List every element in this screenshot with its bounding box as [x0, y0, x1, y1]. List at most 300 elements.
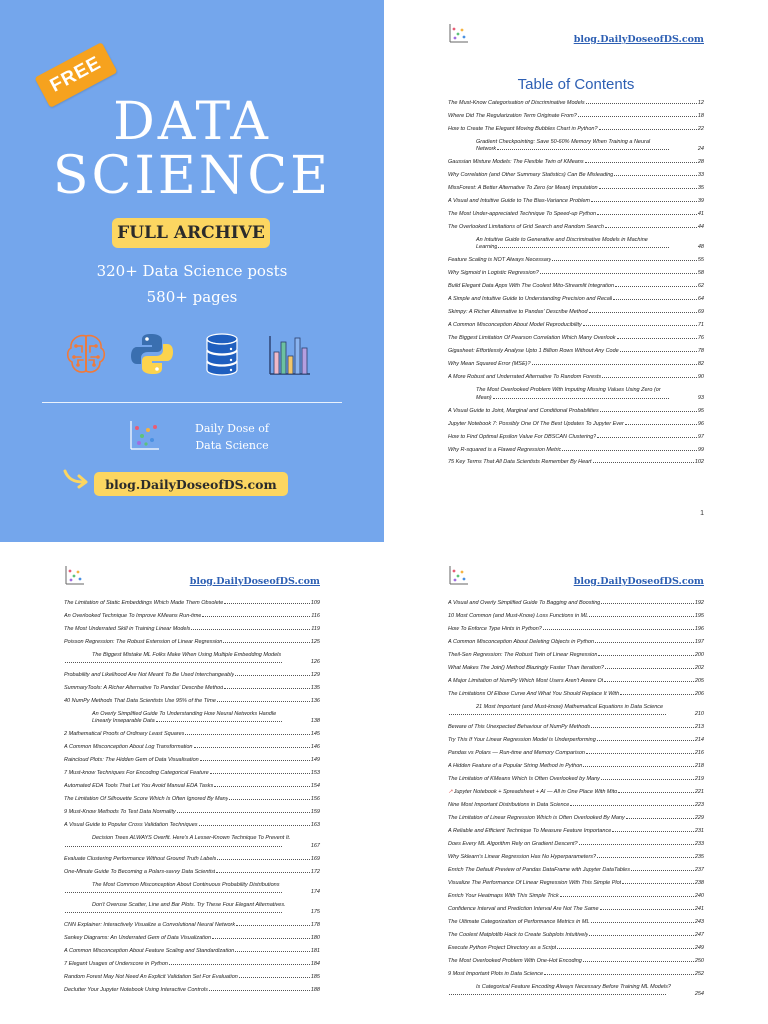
toc-leader-dots [540, 270, 697, 274]
toc-entry-title: A Visual and Intuitive Guide to The Bias-Variance Problem [448, 198, 590, 205]
toc-entry-row [448, 678, 704, 685]
toc-leader-dots [194, 744, 310, 748]
toc-entry-link[interactable] [64, 783, 320, 790]
toc-entry-title: Feature Scaling is NOT Always Necessary [448, 257, 552, 264]
toc-entry-link[interactable] [448, 374, 704, 381]
toc-entry-page: 136 [310, 698, 320, 705]
toc-entry-link[interactable] [448, 296, 704, 303]
toc-entry-link[interactable] [64, 948, 320, 955]
toc-entry-page: 174 [310, 888, 320, 895]
toc-entry-page: 181 [310, 948, 320, 955]
toc-entry-row [448, 652, 704, 659]
toc-entry-link[interactable] [64, 711, 320, 726]
toc-leader-dots [493, 395, 669, 399]
toc-entry-link[interactable] [448, 172, 704, 179]
toc-entry-link[interactable] [64, 672, 320, 679]
toc-entry-title: Build Elegant Data Apps With The Coolest Mito-Streamlit Integration [448, 283, 615, 290]
toc-leader-dots [177, 809, 310, 813]
toc-entry-page: 240 [694, 892, 704, 899]
toc-entry-link[interactable] [448, 704, 704, 719]
toc-entry-link[interactable] [448, 665, 704, 672]
toc-leader-dots [583, 958, 694, 962]
toc-entry-link[interactable] [64, 987, 320, 994]
toc-entry-page: 28 [697, 159, 704, 166]
toc-entry-row [448, 613, 704, 620]
toc-entry-link[interactable] [448, 776, 704, 783]
toc-entry-row [448, 126, 704, 133]
toc-entry-row [448, 776, 704, 783]
toc-entry-link[interactable] [448, 447, 704, 454]
toc-entry-page: 210 [694, 711, 704, 718]
toc-entry-row [64, 869, 320, 876]
toc-entry-link[interactable] [64, 882, 320, 897]
toc-leader-dots [216, 869, 309, 873]
toc-entry-row [448, 893, 704, 900]
toc-entry-page: 149 [310, 757, 320, 764]
toc-entry-link[interactable] [64, 902, 320, 917]
toc-entry-link[interactable] [448, 361, 704, 368]
toc-leader-dots [591, 198, 697, 202]
toc-entry-page: 135 [310, 685, 320, 692]
toc-entry-link[interactable] [448, 237, 704, 252]
toc-entry-row [448, 763, 704, 770]
toc-leader-dots [604, 678, 694, 682]
toc-entry-page: 156 [310, 796, 320, 803]
toc-entry-link[interactable] [448, 613, 704, 620]
toc-entry-link[interactable] [448, 185, 704, 192]
toc-entry-link[interactable] [448, 737, 704, 744]
toc-leader-dots [570, 802, 693, 806]
toc-entry-continuation: Learning [476, 244, 498, 251]
toc-leader-dots [600, 906, 694, 910]
toc-entry-title: A Simple and Intuitive Guide to Understanding Precision and Recall [448, 296, 613, 303]
toc-entry-title: SummaryTools: A Richer Alternative To Pandas' Describe Method [64, 685, 224, 692]
toc-entry-row [64, 639, 320, 646]
toc-entry-page: 243 [694, 918, 704, 925]
toc-entry-title: The Most Overlooked Problem With One-Hot Encoding [448, 957, 582, 964]
toc-entry-link[interactable] [64, 770, 320, 777]
toc-entry-continuation: Mean) [476, 394, 492, 401]
toc-leader-dots [597, 854, 694, 858]
toc-entry-page: 184 [310, 961, 320, 968]
toc-entry-link[interactable] [448, 906, 704, 913]
toc-leader-dots [593, 459, 694, 463]
toc-entry-row [64, 672, 320, 679]
toc-entry-page: 218 [694, 763, 704, 770]
toc-entry-page: 167 [310, 842, 320, 849]
brand-name [172, 420, 292, 454]
toc-entry-link[interactable] [64, 922, 320, 929]
toc-entry-link[interactable] [448, 348, 704, 355]
toc-entry-link[interactable] [448, 387, 704, 402]
toc-entry-page: 33 [697, 172, 704, 179]
toc-entry-page: 76 [697, 335, 704, 342]
toc-entry-title: Beware of This Unexpected Behaviour of NumPy Methods [448, 724, 591, 731]
toc-entry-link[interactable] [448, 335, 704, 342]
toc-entry-row [448, 841, 704, 848]
toc-entry-link[interactable] [448, 309, 704, 316]
toc-leader-dots [599, 126, 697, 130]
toc-entry-title: What Makes The Join() Method Blazingly Faster Than Iteration? [448, 664, 604, 671]
toc-entry-page: 252 [694, 970, 704, 977]
toc-leader-dots [185, 731, 309, 735]
toc-entry-link[interactable] [448, 459, 704, 466]
toc-entry-title: Don't Overuse Scatter, Line and Bar Plots. Try These Four Elegant Alternatives. [92, 901, 286, 908]
toc-entry-row [448, 270, 704, 277]
toc-entry-title: Visualize The Performance Of Linear Regression With This Simple Plot [448, 879, 622, 886]
toc-entry-link[interactable] [448, 958, 704, 965]
toc-entry-title: The Coolest Matplotlib Hack to Create Subplots Intuitively [448, 931, 589, 938]
toc-entry-link[interactable] [448, 815, 704, 822]
toc-entry-page: 12 [697, 100, 704, 106]
toc-leader-dots [202, 613, 310, 617]
toc-leader-dots [191, 626, 310, 630]
toc-entry-row [448, 626, 704, 633]
toc-entry-title: Jupyter Notebook 7: Possibly One Of The Best Updates To Jupyter Ever [448, 420, 624, 427]
toc-entry-page: 231 [694, 828, 704, 835]
toc-entry-link[interactable] [448, 802, 704, 809]
toc-entry-row [64, 974, 320, 981]
toc-entry-title: A Visual Guide to Joint, Marginal and Conditional Probabilities [448, 407, 599, 414]
toc-entry-page: 214 [694, 737, 704, 744]
toc-entry-title: CNN Explainer: Interactively Visualize a Convolutional Neural Network [64, 922, 236, 929]
cover-page [0, 0, 384, 542]
toc-entry-row [64, 757, 320, 764]
toc-entry-link[interactable] [448, 867, 704, 874]
toc-entry-row [448, 296, 704, 303]
toc-leader-dots [224, 685, 310, 689]
toc-leader-dots [217, 698, 310, 702]
toc-entry-link[interactable] [448, 691, 704, 698]
toc-entry-link[interactable] [448, 322, 704, 329]
toc-entry-link[interactable] [448, 750, 704, 757]
toc-entry-row [448, 932, 704, 939]
toc-entry-link[interactable] [64, 685, 320, 692]
toc-entry-link[interactable] [448, 724, 704, 731]
toc-leader-dots [597, 211, 697, 215]
toc-entry-row [448, 750, 704, 757]
toc-leader-dots [626, 815, 694, 819]
toc-entry-row [64, 856, 320, 863]
toc-entry-page: 116 [311, 612, 320, 619]
toc-entry-link[interactable] [448, 841, 704, 848]
toc-entry-row [448, 737, 704, 744]
toc-leader-dots [562, 447, 696, 451]
toc-entry-link[interactable] [448, 626, 704, 633]
toc-entry-link[interactable] [448, 600, 704, 607]
toc-entry-row [64, 948, 320, 955]
toc-entry-page: 154 [310, 783, 320, 790]
toc-entry-title: Evaluate Clustering Performance Without Ground Truth Labels [64, 855, 217, 862]
brain-circuit-icon [62, 330, 110, 378]
toc-entry-page: 237 [694, 866, 704, 873]
toc-entry-title: A Common Misconception About Model Reproducibility [448, 322, 582, 329]
toc-entry-title: Sankey Diagrams: An Underrated Gem of Data Visualization [64, 935, 212, 942]
toc-leader-dots [583, 763, 693, 767]
header-logo-icon [64, 564, 86, 586]
toc-entry-link[interactable] [64, 757, 320, 764]
toc-entry-title: The Overlooked Limitations of Grid Search and Random Search [448, 224, 604, 231]
toc-entry-link[interactable] [64, 822, 320, 829]
toc-entry-page: 188 [310, 987, 320, 994]
toc-entry-link[interactable] [64, 961, 320, 968]
toc-entry-link[interactable] [64, 856, 320, 863]
toc-entry-link[interactable] [448, 828, 704, 835]
toc-entry-link[interactable] [448, 945, 704, 952]
toc-entry-page: 153 [310, 770, 320, 777]
toc-leader-dots [597, 434, 697, 438]
toc-entry-page: 22 [697, 125, 704, 132]
toc-entry-title: 9 Must-Know Methods To Test Data Normality [64, 809, 176, 816]
cover-url-link[interactable]: blog.DailyDoseofDS.com [94, 472, 288, 496]
toc-list-3 [448, 600, 704, 1004]
toc-entry-link[interactable] [64, 744, 320, 751]
toc-leader-dots [169, 961, 310, 965]
toc-entry-link[interactable] [448, 421, 704, 428]
toc-entry-row [448, 906, 704, 913]
toc-entry-page: 235 [694, 854, 704, 860]
toc-entry-page: 195 [694, 612, 704, 619]
toc-entry-row [448, 724, 704, 731]
toc-leader-dots [532, 361, 697, 365]
toc-entry-link[interactable] [64, 639, 320, 646]
toc-entry-row [64, 770, 320, 777]
toc-entry-title: A More Robust and Underrated Alternative To Random Forests [448, 374, 602, 381]
toc-entry-link[interactable] [448, 984, 704, 999]
toc-entry-row [64, 809, 320, 816]
toc-entry-title: Why Mean Squared Error (MSE)? [448, 361, 531, 368]
toc-entry-page: 247 [694, 931, 704, 938]
toc-entry-link[interactable] [448, 100, 704, 107]
toc-entry-page: 138 [310, 718, 320, 725]
toc-leader-dots [497, 146, 669, 150]
toc-entry-continuation: Linearly Inseparable Data [92, 718, 155, 725]
posts-count: 320+ Data Science posts [96, 262, 288, 280]
toc-entry-link[interactable] [64, 835, 320, 850]
toc-entry-title: A Common Misconception About Deleting Objects in Python [448, 638, 595, 645]
toc-entry-link[interactable] [64, 652, 320, 667]
toc-entry-title: 2 Mathematical Proofs of Ordinary Least Squares [64, 731, 185, 738]
toc-entry-title: The Limitations Of Elbow Curve And What You Should Replace It With [448, 690, 620, 697]
toc-entry-title: Does Every ML Algorithm Rely on Gradient Descent? [448, 841, 578, 848]
toc-entry-title: Why R-squared is a Flawed Regression Metric [448, 446, 562, 453]
toc-entry-title: The Limitation Of Silhouette Score Which Is Often Ignored By Many [64, 796, 229, 803]
toc-entry-row [64, 613, 320, 620]
toc-entry-link[interactable] [448, 257, 704, 264]
toc-entry-link[interactable] [448, 126, 704, 133]
toc-entry-row [64, 935, 320, 942]
toc-entry-row [448, 421, 704, 428]
toc-entry-page: 229 [694, 815, 704, 822]
toc-entry-row [448, 828, 704, 835]
toc-entry-title: A Hidden Feature of a Popular String Method in Python [448, 763, 583, 770]
toc-entry-title: An Intuitive Guide to Generative and Discriminative Models in Machine [476, 237, 648, 244]
toc-entry-link[interactable] [64, 626, 320, 633]
page-number: 1 [700, 510, 704, 517]
toc-entry-row [64, 718, 320, 725]
toc-entry-row [448, 919, 704, 926]
toc-entry-title: Gaussian Mixture Models: The Flexible Twin of KMeans [448, 159, 584, 166]
toc-entry-page: 233 [694, 841, 704, 848]
toc-entry-link[interactable] [64, 935, 320, 942]
toc-entry-title: Random Forest May Not Need An Explicit Validation Set For Evaluation [64, 974, 238, 981]
toc-entry-link[interactable] [64, 869, 320, 876]
header-url-link[interactable]: blog.DailyDoseofDS.com [573, 576, 704, 587]
toc-leader-dots [498, 244, 668, 248]
cover-divider [42, 402, 342, 403]
toc-entry-row [448, 665, 704, 672]
toc-entry-page: 216 [694, 750, 704, 757]
toc-entry-title: The Biggest Limitation Of Pearson Correlation Which Many Overlook [448, 335, 616, 342]
toc-leader-dots [229, 796, 309, 800]
toc-entry-link[interactable] [448, 139, 704, 154]
toc-entry-row [448, 945, 704, 952]
toc-entry-title: How to Find Optimal Epsilon Value For DBSCAN Clustering? [448, 433, 597, 440]
toc-entry-link[interactable] [448, 678, 704, 685]
toc-entry-row [448, 374, 704, 381]
toc-entry-row [448, 185, 704, 192]
toc-entry-link[interactable] [64, 809, 320, 816]
toc-leader-dots [557, 945, 694, 949]
toc-entry-title: Enrich The Default Preview of Pandas DataFrame with Jupyter DataTables [448, 866, 630, 873]
toc-leader-dots [601, 776, 694, 780]
toc-entry-link[interactable] [64, 974, 320, 981]
toc-entry-page: 169 [310, 855, 320, 862]
toc-leader-dots [449, 991, 666, 995]
toc-entry-link[interactable] [448, 198, 704, 205]
toc-entry-row [448, 361, 704, 368]
toc-entry-row [64, 698, 320, 705]
toc-entry-link[interactable] [64, 698, 320, 705]
toc-leader-dots [214, 783, 310, 787]
toc-entry-row [448, 867, 704, 874]
toc-leader-dots [599, 185, 697, 189]
toc-entry-link[interactable] [448, 224, 704, 231]
toc-leader-dots [200, 757, 310, 761]
toc-entry-link[interactable] [448, 113, 704, 120]
toc-entry-link[interactable] [448, 763, 704, 770]
toc-leader-dots [583, 322, 697, 326]
toc-entry-title: Try This If Your Linear Regression Model is Underperforming [448, 737, 596, 744]
toc-entry-page: 146 [310, 744, 320, 751]
toc-entry-title: Why Sklearn's Linear Regression Has No Hyperparameters? [448, 854, 597, 860]
toc-entry-title: Gigasheet: Effortlessly Analyse Upto 1 Billion Rows Without Any Code [448, 348, 619, 355]
toc-entry-link[interactable] [448, 639, 704, 646]
toc-leader-dots [223, 639, 309, 643]
toc-entry-title: Is Categorical Feature Encoding Always Necessary Before Training ML Models? [476, 983, 671, 990]
toc-entry-page: 197 [694, 638, 704, 645]
toc-entry-row [448, 447, 704, 454]
toc-entry-link[interactable] [64, 613, 320, 620]
toc-entry-title: The Ultimate Categorization of Performance Metrics in ML [448, 918, 590, 925]
toc-entry-link[interactable] [448, 880, 704, 887]
toc-entry-row [64, 961, 320, 968]
toc-entry-link[interactable] [448, 408, 704, 415]
toc-entry-row [64, 922, 320, 929]
toc-entry-page: 97 [697, 433, 704, 440]
toc-entry-page: 41 [697, 211, 704, 218]
toc-entry-page: 178 [310, 922, 320, 929]
toc-entry-link[interactable] [448, 283, 704, 290]
toc-leader-dots [620, 348, 697, 352]
toc-entry-page: 82 [697, 361, 704, 368]
toc-entry-title: A Common Misconception About Feature Scaling and Standardization [64, 948, 235, 955]
toc-leader-dots [586, 750, 694, 754]
toc-entry-title: Where Did The Regularization Term Originate From? [448, 112, 577, 119]
toc-entry-link[interactable] [448, 971, 704, 978]
header-url-link[interactable]: blog.DailyDoseofDS.com [189, 576, 320, 587]
toc-entry-title: Raincloud Plots: The Hidden Gem of Data Visualisation [64, 757, 199, 764]
toc-entry-link[interactable] [448, 854, 704, 861]
toc-leader-dots [601, 600, 693, 604]
toc-entry-link[interactable] [448, 211, 704, 218]
toc-leader-dots [65, 659, 282, 663]
toc-entry-title: 7 Must-know Techniques For Encoding Categorical Feature [64, 770, 209, 777]
toc-entry-link[interactable] [64, 796, 320, 803]
toc-entry-link[interactable] [448, 652, 704, 659]
toc-entry-row [64, 600, 320, 607]
toc-entry-title: Automated EDA Tools That Let You Avoid Manual EDA Tasks [64, 783, 214, 790]
header-logo-icon [448, 22, 470, 44]
toc-entry-page: 196 [694, 625, 704, 632]
toc-leader-dots [618, 789, 693, 793]
toc-entry-link[interactable] [64, 600, 320, 607]
toc-entry-row [64, 889, 320, 896]
toc-entry-row [448, 691, 704, 698]
toc-leader-dots [589, 932, 693, 936]
toc-entry-title: Enrich Your Heatmaps With This Simple Trick [448, 892, 559, 899]
toc-page-2 [0, 542, 384, 1024]
toc-leader-dots [605, 224, 697, 228]
toc-leader-dots [544, 971, 694, 975]
toc-entry-link[interactable] [64, 731, 320, 738]
toc-entry-page: 249 [694, 944, 704, 951]
toc-entry-page: 24 [697, 146, 704, 153]
bar-chart-icon [266, 330, 314, 378]
toc-leader-dots [199, 822, 310, 826]
toc-entry-link[interactable] [448, 270, 704, 277]
toc-entry-link[interactable] [448, 919, 704, 926]
toc-entry-page: 126 [310, 659, 320, 666]
header-url-link[interactable]: blog.DailyDoseofDS.com [573, 34, 704, 45]
toc-entry-row [448, 789, 704, 796]
toc-entry-row [448, 711, 704, 718]
toc-entry-row [448, 854, 704, 861]
database-icon [198, 330, 246, 378]
toc-leader-dots [615, 283, 697, 287]
toc-entry-row [448, 815, 704, 822]
toc-entry-title: Pandas vs Polars — Run-time and Memory Comparison [448, 750, 585, 757]
toc-entry-page: 238 [694, 879, 704, 886]
toc-entry-row [448, 348, 704, 355]
toc-entry-page: 219 [694, 776, 704, 783]
toc-entry-page: 159 [310, 809, 320, 816]
toc-entry-row [448, 159, 704, 166]
toc-entry-link[interactable] [448, 159, 704, 166]
toc-entry-row [448, 802, 704, 809]
toc-entry-link[interactable] [448, 789, 704, 796]
toc-leader-dots [65, 843, 282, 847]
toc-entry-link[interactable] [448, 932, 704, 939]
toc-entry-link[interactable] [448, 434, 704, 441]
toc-leader-dots [65, 909, 282, 913]
toc-leader-dots [578, 113, 697, 117]
toc-entry-link[interactable] [448, 893, 704, 900]
toc-entry-page: 223 [694, 802, 704, 809]
toc-leader-dots [591, 919, 694, 923]
toc-entry-title: The Limitation of KMeans Which Is Often Overlooked by Many [448, 776, 600, 783]
toc-entry-title: Poisson Regression: The Robust Extension of Linear Regression [64, 638, 223, 645]
